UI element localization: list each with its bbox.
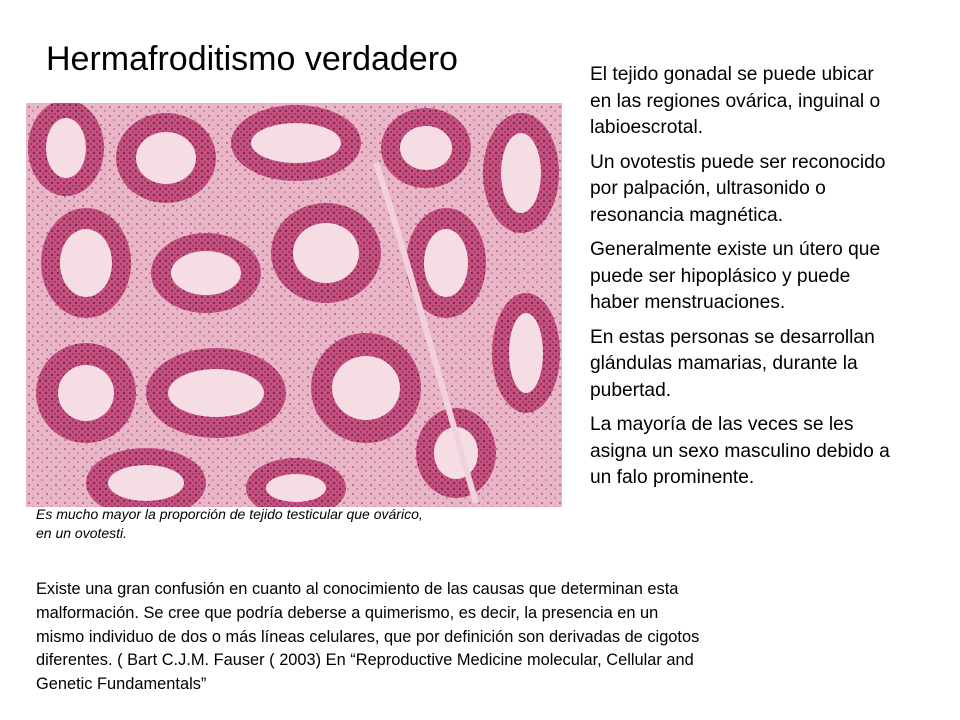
- bullet-line: haber menstruaciones.: [590, 292, 786, 313]
- bullet-item: [590, 62, 955, 142]
- bullet-line: La mayoría de las veces se les: [590, 414, 854, 435]
- bullet-line: puede ser hipoplásico y puede: [590, 265, 851, 287]
- bullet-line: pubertad.: [590, 379, 672, 401]
- bullet-line: Un ovotestis puede ser reconocido: [590, 151, 886, 173]
- bullet-line: un falo prominente.: [590, 467, 755, 488]
- bullet-line: glándulas mamarias, durante la: [590, 353, 858, 374]
- bullet-line: labioescrotal.: [590, 117, 704, 138]
- bullet-list: [590, 62, 955, 500]
- bullet-line: en las regiones ovárica, inguinal o: [590, 90, 881, 112]
- caption-line: Es mucho mayor la proporción de tejido testicular que ovárico,: [36, 506, 423, 522]
- bottom-paragraph: [36, 578, 936, 697]
- paragraph-line: diferentes. ( Bart C.J.M. Fauser ( 2003) En “Reproductive Medicine molecular, Cellular and: [36, 651, 694, 670]
- bullet-item: [590, 412, 955, 492]
- bullet-line: En estas personas se desarrollan: [590, 326, 875, 348]
- slide-title: Hermafroditismo verdadero: [46, 40, 458, 78]
- paragraph-line: Existe una gran confusión en cuanto al conocimiento de las causas que determinan esta: [36, 580, 679, 598]
- bullet-line: Generalmente existe un útero que: [590, 239, 881, 260]
- bullet-item: [590, 325, 955, 405]
- bullet-line: asigna un sexo masculino debido a: [590, 440, 890, 462]
- paragraph-line: malformación. Se cree que podría deberse a quimerismo, es decir, la presencia en un: [36, 603, 659, 622]
- bullet-item: [590, 150, 955, 230]
- figure-caption: [36, 505, 566, 543]
- histology-micrograph: [26, 103, 562, 507]
- bullet-line: resonancia magnética.: [590, 204, 784, 226]
- histology-image: [26, 103, 562, 507]
- bullet-line: por palpación, ultrasonido o: [590, 178, 826, 199]
- caption-line: en un ovotesti.: [36, 525, 128, 541]
- bullet-line: El tejido gonadal se puede ubicar: [590, 64, 874, 85]
- bullet-item: [590, 237, 955, 317]
- paragraph-line: mismo individuo de dos o más líneas celulares, que por definición son derivadas de cigotos: [36, 627, 700, 646]
- paragraph-line: Genetic Fundamentals”: [36, 675, 207, 694]
